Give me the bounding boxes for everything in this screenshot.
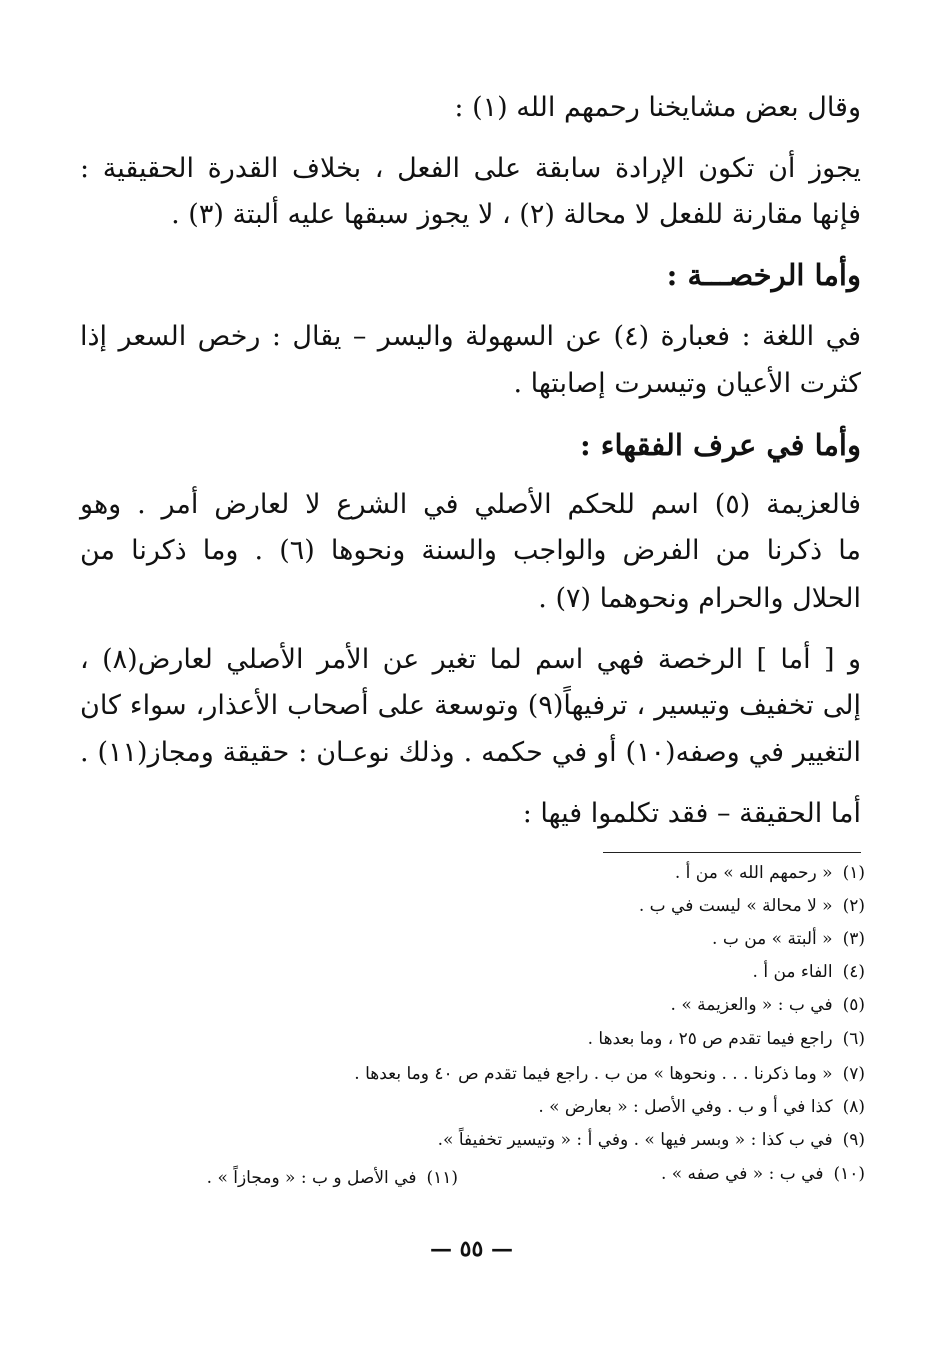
body-line-13: التغيير في وصفه(١٠) أو في حكمه . وذلك نوعـان : حقيقة ومجاز(١١) .	[80, 737, 861, 768]
footnote-number: (١)	[842, 863, 865, 883]
footnote-number: (٨)	[842, 1097, 865, 1117]
body-line-14: أما الحقيقة – فقد تكلموا فيها :	[522, 798, 861, 829]
page-number: — ٥٥ —	[430, 1236, 513, 1262]
footnote-5	[671, 991, 865, 1019]
body-line-11: و [ أما ] الرخصة فهي اسم لما تغير عن الأمر الأصلي لعارض(٨) ،	[80, 644, 861, 675]
footnote-2	[639, 892, 865, 920]
body-line-10: الحلال والحرام ونحوهما (٧) .	[538, 583, 861, 614]
footnote-text: الفاء من أ .	[752, 962, 833, 982]
footnote-text: « ألبتة » من ب .	[712, 929, 833, 949]
footnote-text: في ب : « في صفه » .	[660, 1164, 824, 1184]
body-line-6: كثرت الأعيان وتيسرت إصابتها .	[513, 368, 861, 399]
footnote-text: في ب : « والعزيمة » .	[670, 995, 833, 1015]
body-line-8: فالعزيمة (٥) اسم للحكم الأصلي في الشرع لا لعارض أمر . وهو	[80, 489, 862, 520]
footnote-separator	[603, 852, 861, 853]
footnote-text: في ب كذا : « وبسر فيها » . وفي أ : « وتيسير تخفيفاً ».	[437, 1130, 833, 1150]
footnote-8	[538, 1093, 865, 1121]
section-heading-rukhsa: وأما الرخصـــة :	[666, 258, 861, 292]
footnote-text: في الأصل و ب : « ومجازاً » .	[206, 1168, 417, 1188]
footnote-text: كذا في أ و ب . وفي الأصل : « بعارض » .	[538, 1097, 833, 1117]
footnote-text: « رحمهم الله » من أ .	[674, 863, 833, 883]
footnote-text: « وما ذكرنا . . . ونحوها » من ب . راجع فيما تقدم ص ٤٠ وما بعدها .	[354, 1064, 833, 1084]
footnote-text: راجع فيما تقدم ص ٢٥ ، وما بعدها .	[587, 1029, 833, 1049]
body-line-12: إلى تخفيف وتيسير ، ترفيهاً(٩) وتوسعة على أصحاب الأعذار، سواء كان	[80, 690, 861, 721]
footnote-3	[712, 925, 865, 953]
footnote-6	[588, 1025, 865, 1053]
body-line-1: وقال بعض مشايخنا رحمهم الله (١) :	[454, 92, 861, 123]
body-line-2: يجوز أن تكون الإرادة سابقة على الفعل ، بخلاف القدرة الحقيقية :	[80, 153, 861, 184]
body-line-9: ما ذكرنا من الفرض والواجب والسنة ونحوها (٦) . وما ذكرنا من	[80, 535, 861, 566]
section-heading-fuqaha: وأما في عرف الفقهاء :	[580, 428, 861, 462]
footnote-number: (٤)	[842, 962, 865, 982]
footnote-4	[753, 958, 865, 986]
footnote-number: (٩)	[842, 1130, 865, 1150]
body-line-3: فإنها مقارنة للفعل لا محالة (٢) ، لا يجوز سبقها عليه ألبتة (٣) .	[171, 199, 861, 230]
footnote-number: (٧)	[842, 1064, 865, 1084]
footnote-number: (٦)	[842, 1029, 865, 1049]
footnote-9	[438, 1126, 865, 1154]
footnote-number: (٢)	[842, 896, 865, 916]
footnote-1	[675, 859, 865, 887]
footnote-number: (١٠)	[833, 1164, 865, 1184]
footnote-number: (٣)	[842, 929, 865, 949]
footnote-7	[354, 1060, 865, 1088]
footnote-text: « لا محالة » ليست في ب .	[638, 896, 833, 916]
footnote-number: (١١)	[426, 1168, 458, 1188]
footnote-11	[207, 1164, 458, 1192]
footnote-number: (٥)	[842, 995, 865, 1015]
footnote-10	[661, 1160, 865, 1188]
body-line-5: في اللغة : فعبارة (٤) عن السهولة واليسر – يقال : رخص السعر إذا	[80, 321, 861, 352]
